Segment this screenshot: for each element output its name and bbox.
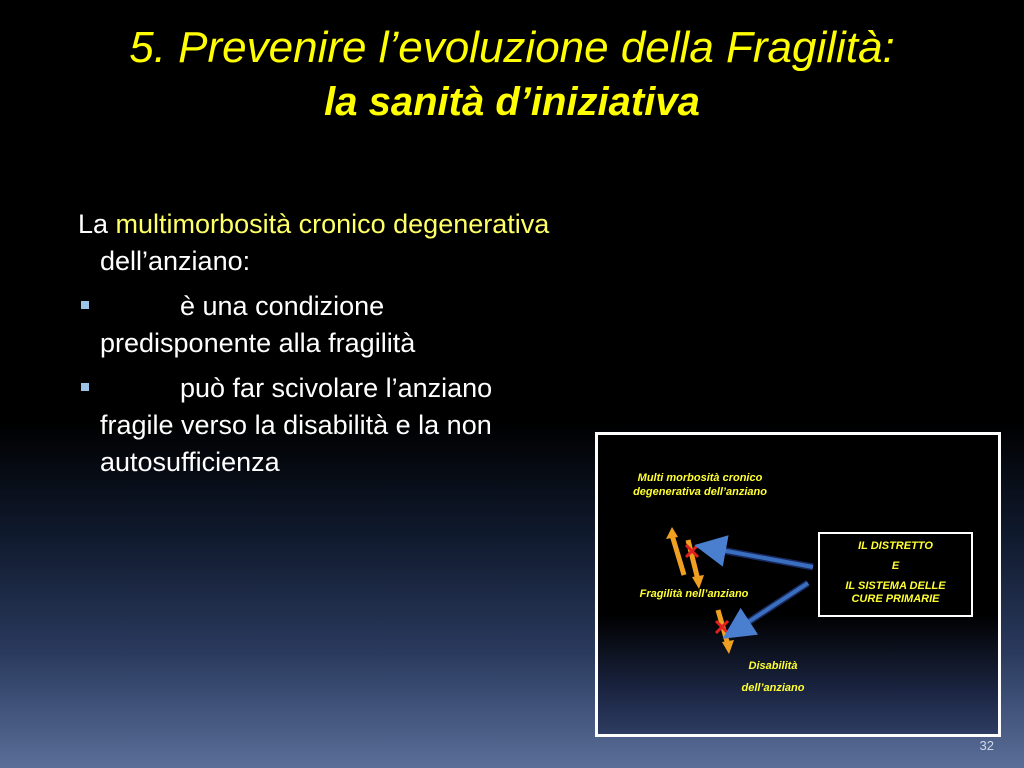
up-arrow-icon bbox=[666, 527, 684, 575]
bullet-item bbox=[78, 288, 588, 362]
bullet-square-icon bbox=[81, 301, 89, 309]
box-line-4: CURE PRIMARIE bbox=[851, 593, 940, 605]
slide-body bbox=[78, 206, 588, 489]
bullet-first-line: può far scivolare l’anziano bbox=[180, 373, 493, 403]
intro-paragraph bbox=[78, 206, 588, 280]
intro-prefix: La bbox=[78, 209, 116, 239]
box-line-2: E bbox=[891, 560, 900, 572]
blue-arrow-icon bbox=[710, 548, 813, 567]
slide-number: 32 bbox=[979, 738, 994, 753]
district-box bbox=[818, 532, 973, 617]
intro-highlight: multimorbosità cronico degenerativa bbox=[115, 209, 550, 239]
diagram-mid-label: Fragilità nell’anziano bbox=[639, 588, 749, 600]
slide-title bbox=[0, 20, 1024, 128]
intro-suffix: dell’anziano: bbox=[100, 246, 251, 276]
title-line-2: la sanità d’iniziativa bbox=[324, 80, 700, 124]
diagram-bottom-label-2: dell’anziano bbox=[741, 682, 805, 694]
bullet-item bbox=[78, 370, 588, 481]
bullet-rest: predisponente alla fragilità bbox=[100, 328, 416, 358]
bullet-rest: fragile verso la disabilità e la non autosufficienza bbox=[100, 410, 492, 477]
bullet-first-line: è una condizione bbox=[180, 291, 385, 321]
diagram-top-label: Multi morbosità cronico degenerativa dell’anziano bbox=[633, 472, 767, 498]
fragility-diagram bbox=[595, 432, 1001, 737]
title-line-1: 5. Prevenire l’evoluzione della Fragilità: bbox=[129, 23, 895, 72]
diagram-bottom-label-1: Disabilità bbox=[748, 660, 798, 672]
box-line-3: IL SISTEMA DELLE bbox=[845, 580, 946, 592]
box-line-1: IL DISTRETTO bbox=[858, 540, 933, 552]
bullet-square-icon bbox=[81, 383, 89, 391]
